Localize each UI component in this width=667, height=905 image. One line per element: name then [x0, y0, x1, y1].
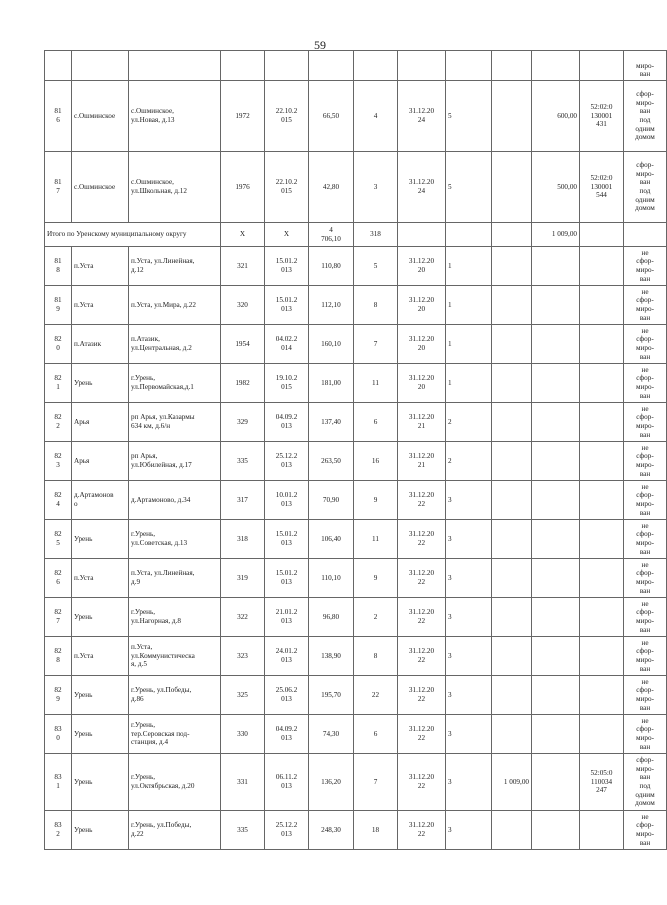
year-cell: 1982 [221, 364, 265, 403]
cost-cell [492, 481, 532, 520]
area-cell: 110,10 [309, 559, 354, 598]
status-cell: сфор- миро- ван под одним домом [624, 152, 667, 223]
table-row [45, 559, 667, 598]
stage-cell: 2 [446, 442, 492, 481]
status-cell: не сфор- миро- ван [624, 247, 667, 286]
status-cell: не сфор- миро- ван [624, 559, 667, 598]
stage-cell: 1 [446, 364, 492, 403]
date-cell: 15.01.2 013 [265, 520, 309, 559]
cadastre-cell [580, 223, 624, 247]
cadastre-cell: 52:02:0 130001 431 [580, 81, 624, 152]
cost-cell [492, 676, 532, 715]
date-cell: 24.01.2 013 [265, 637, 309, 676]
date-cell: 25.12.2 013 [265, 442, 309, 481]
deadline-cell: 31.12.20 22 [398, 520, 446, 559]
cadastre-cell [580, 559, 624, 598]
residents-cell: 9 [354, 559, 398, 598]
year-cell: 321 [221, 247, 265, 286]
sum-cell [532, 364, 580, 403]
residents-cell: 7 [354, 325, 398, 364]
locality-cell: Урень [72, 754, 129, 811]
sum-cell [532, 325, 580, 364]
status-cell: сфор- миро- ван под одним домом [624, 754, 667, 811]
area-cell: 181,00 [309, 364, 354, 403]
table-row [45, 754, 667, 811]
cost-cell [492, 223, 532, 247]
stage-cell: 1 [446, 325, 492, 364]
date-cell: 06.11.2 013 [265, 754, 309, 811]
date-cell: 22.10.2 015 [265, 152, 309, 223]
locality-cell: с.Ошминское [72, 152, 129, 223]
area-cell: 138,90 [309, 637, 354, 676]
residents-cell: 6 [354, 715, 398, 754]
date-cell: 04.09.2 013 [265, 403, 309, 442]
cost-cell [492, 286, 532, 325]
status-cell: не сфор- миро- ван [624, 364, 667, 403]
table-row [45, 637, 667, 676]
stage-cell: 2 [446, 403, 492, 442]
status-cell: не сфор- миро- ван [624, 286, 667, 325]
year-cell: 320 [221, 286, 265, 325]
cadastre-cell: 52:05:0 110034 247 [580, 754, 624, 811]
deadline-cell: 31.12.20 22 [398, 559, 446, 598]
area-cell: 248,30 [309, 811, 354, 850]
table-row [45, 152, 667, 223]
deadline-cell: 31.12.20 21 [398, 403, 446, 442]
sum-cell [532, 520, 580, 559]
area-cell: 70,90 [309, 481, 354, 520]
address-cell: п.Уста, ул.Мира, д.22 [129, 286, 221, 325]
address-cell: г.Урень, ул.Нагорная, д.8 [129, 598, 221, 637]
table-row [45, 598, 667, 637]
status-cell: миро- ван [624, 51, 667, 81]
table-row [45, 81, 667, 152]
locality-cell: д.Артамонов о [72, 481, 129, 520]
cadastre-cell [580, 364, 624, 403]
date-cell: 04.02.2 014 [265, 325, 309, 364]
table-row [45, 481, 667, 520]
sum-cell: 500,00 [532, 152, 580, 223]
cost-cell [492, 364, 532, 403]
row-number-cell: 81 6 [45, 81, 72, 152]
area-cell: 112,10 [309, 286, 354, 325]
year-cell: 335 [221, 811, 265, 850]
sum-cell [532, 286, 580, 325]
deadline-cell: 31.12.20 20 [398, 364, 446, 403]
cost-cell [492, 403, 532, 442]
status-cell: не сфор- миро- ван [624, 811, 667, 850]
table-row [45, 442, 667, 481]
sum-cell [532, 559, 580, 598]
area-cell: 74,30 [309, 715, 354, 754]
year-cell: 331 [221, 754, 265, 811]
cost-cell [492, 811, 532, 850]
address-cell: п.Атазик, ул.Центральная, д.2 [129, 325, 221, 364]
cadastre-cell [580, 811, 624, 850]
locality-cell: Арья [72, 442, 129, 481]
year-cell: 325 [221, 676, 265, 715]
stage-cell [446, 223, 492, 247]
table-row [45, 247, 667, 286]
status-cell: не сфор- миро- ван [624, 637, 667, 676]
cost-cell [492, 715, 532, 754]
table-row [45, 286, 667, 325]
address-cell: г.Урень, ул.Первомайская,д.1 [129, 364, 221, 403]
cost-cell [492, 559, 532, 598]
area-cell: 42,80 [309, 152, 354, 223]
cost-cell [492, 247, 532, 286]
status-cell: не сфор- миро- ван [624, 442, 667, 481]
cadastre-cell [580, 715, 624, 754]
locality-cell: Урень [72, 676, 129, 715]
area-cell: 66,50 [309, 81, 354, 152]
address-cell: с.Ошминское, ул.Школьная, д.12 [129, 152, 221, 223]
sum-cell [532, 481, 580, 520]
row-number-cell: 83 1 [45, 754, 72, 811]
year-cell: 1976 [221, 152, 265, 223]
stage-cell: 3 [446, 559, 492, 598]
total-row [45, 223, 667, 247]
date-cell: 19.10.2 015 [265, 364, 309, 403]
sum-cell [532, 676, 580, 715]
date-cell: 15.01.2 013 [265, 559, 309, 598]
cadastre-cell [580, 442, 624, 481]
address-cell: д.Артамоново, д.34 [129, 481, 221, 520]
sum-cell [532, 598, 580, 637]
deadline-cell: 31.12.20 22 [398, 811, 446, 850]
locality-cell: п.Уста [72, 559, 129, 598]
row-number-cell: 82 9 [45, 676, 72, 715]
deadline-cell: 31.12.20 24 [398, 81, 446, 152]
year-cell: 322 [221, 598, 265, 637]
deadline-cell: 31.12.20 24 [398, 152, 446, 223]
residents-cell: 18 [354, 811, 398, 850]
date-cell: 21.01.2 013 [265, 598, 309, 637]
row-number-cell: 82 0 [45, 325, 72, 364]
address-cell: с.Ошминское, ул.Новая, д.13 [129, 81, 221, 152]
row-number-cell: 82 7 [45, 598, 72, 637]
date-cell: 25.12.2 013 [265, 811, 309, 850]
table-row [45, 715, 667, 754]
year-cell: 1972 [221, 81, 265, 152]
deadline-cell: 31.12.20 22 [398, 598, 446, 637]
locality-cell: Арья [72, 403, 129, 442]
cadastre-cell [580, 676, 624, 715]
date-cell: 15.01.2 013 [265, 286, 309, 325]
cost-cell [492, 81, 532, 152]
year-cell: 329 [221, 403, 265, 442]
stage-cell: 1 [446, 286, 492, 325]
cost-cell: 1 009,00 [492, 754, 532, 811]
stage-cell: 5 [446, 81, 492, 152]
table-row [45, 403, 667, 442]
cadastre-cell [580, 247, 624, 286]
table-row [45, 364, 667, 403]
row-number-cell: 82 4 [45, 481, 72, 520]
row-number-cell: 81 9 [45, 286, 72, 325]
residents-cell: 318 [354, 223, 398, 247]
row-number-cell: 82 1 [45, 364, 72, 403]
residents-cell: 11 [354, 520, 398, 559]
cadastre-cell [580, 637, 624, 676]
locality-cell: п.Уста [72, 247, 129, 286]
residents-cell: 22 [354, 676, 398, 715]
area-cell: 96,80 [309, 598, 354, 637]
cost-cell [492, 325, 532, 364]
table-row [45, 325, 667, 364]
date-cell: 15.01.2 013 [265, 247, 309, 286]
row-number-cell: 82 8 [45, 637, 72, 676]
area-cell: 136,20 [309, 754, 354, 811]
date-cell: 22.10.2 015 [265, 81, 309, 152]
address-cell: г.Урень, ул.Победы, д.22 [129, 811, 221, 850]
cadastre-cell [580, 520, 624, 559]
sum-cell [532, 442, 580, 481]
stage-cell: 3 [446, 637, 492, 676]
sum-cell [532, 247, 580, 286]
year-cell: 323 [221, 637, 265, 676]
cost-cell [492, 152, 532, 223]
cadastre-cell [580, 481, 624, 520]
address-cell: рп Арья, ул.Юбилейная, д.17 [129, 442, 221, 481]
deadline-cell: 31.12.20 22 [398, 715, 446, 754]
date-cell: Х [265, 223, 309, 247]
status-cell: не сфор- миро- ван [624, 520, 667, 559]
continuation-row [45, 51, 667, 81]
year-cell: Х [221, 223, 265, 247]
deadline-cell: 31.12.20 20 [398, 247, 446, 286]
address-cell: п.Уста, ул.Линейная, д.9 [129, 559, 221, 598]
register-table [44, 50, 667, 850]
cadastre-cell: 52:02:0 130001 544 [580, 152, 624, 223]
cost-cell [492, 520, 532, 559]
address-cell: рп Арья, ул.Казармы 634 км, д.6/н [129, 403, 221, 442]
year-cell: 330 [221, 715, 265, 754]
residents-cell: 8 [354, 286, 398, 325]
cadastre-cell [580, 403, 624, 442]
stage-cell: 3 [446, 754, 492, 811]
stage-cell: 3 [446, 811, 492, 850]
residents-cell: 4 [354, 81, 398, 152]
stage-cell: 3 [446, 676, 492, 715]
area-cell: 106,40 [309, 520, 354, 559]
table-row [45, 811, 667, 850]
cost-cell [492, 442, 532, 481]
locality-cell: п.Уста [72, 637, 129, 676]
status-cell [624, 223, 667, 247]
deadline-cell [398, 223, 446, 247]
year-cell: 1954 [221, 325, 265, 364]
residents-cell: 7 [354, 754, 398, 811]
row-number-cell: 82 3 [45, 442, 72, 481]
address-cell: п.Уста, ул.Линейная, д.12 [129, 247, 221, 286]
row-number-cell: 82 6 [45, 559, 72, 598]
status-cell: не сфор- миро- ван [624, 715, 667, 754]
year-cell: 318 [221, 520, 265, 559]
year-cell: 317 [221, 481, 265, 520]
row-number-cell: 82 5 [45, 520, 72, 559]
area-cell: 137,40 [309, 403, 354, 442]
sum-cell [532, 715, 580, 754]
stage-cell: 5 [446, 152, 492, 223]
row-number-cell: 83 2 [45, 811, 72, 850]
area-cell: 110,80 [309, 247, 354, 286]
locality-cell: Урень [72, 520, 129, 559]
status-cell: не сфор- миро- ван [624, 676, 667, 715]
deadline-cell: 31.12.20 22 [398, 637, 446, 676]
row-number-cell: 81 8 [45, 247, 72, 286]
locality-cell: Урень [72, 811, 129, 850]
address-cell: г.Урень, ул.Победы, д.86 [129, 676, 221, 715]
year-cell: 335 [221, 442, 265, 481]
sum-cell: 600,00 [532, 81, 580, 152]
cost-cell [492, 637, 532, 676]
date-cell: 10.01.2 013 [265, 481, 309, 520]
stage-cell: 3 [446, 598, 492, 637]
date-cell: 25.06.2 013 [265, 676, 309, 715]
area-cell: 4 706,10 [309, 223, 354, 247]
residents-cell: 6 [354, 403, 398, 442]
address-cell: г.Урень, тер.Серовская под- станция, д.4 [129, 715, 221, 754]
sum-cell [532, 811, 580, 850]
stage-cell: 3 [446, 481, 492, 520]
residents-cell: 5 [354, 247, 398, 286]
locality-cell: с.Ошминское [72, 81, 129, 152]
locality-cell: п.Атазик [72, 325, 129, 364]
residents-cell: 9 [354, 481, 398, 520]
year-cell: 319 [221, 559, 265, 598]
area-cell: 160,10 [309, 325, 354, 364]
cadastre-cell [580, 325, 624, 364]
deadline-cell: 31.12.20 22 [398, 481, 446, 520]
date-cell: 04.09.2 013 [265, 715, 309, 754]
address-cell: п.Уста, ул.Коммунистическа я, д.5 [129, 637, 221, 676]
page-number: 59 [314, 38, 326, 52]
sum-cell: 1 009,00 [532, 223, 580, 247]
cadastre-cell [580, 286, 624, 325]
address-cell: г.Урень, ул.Советская, д.13 [129, 520, 221, 559]
cadastre-cell [580, 598, 624, 637]
row-number-cell: 81 7 [45, 152, 72, 223]
deadline-cell: 31.12.20 22 [398, 754, 446, 811]
status-cell: не сфор- миро- ван [624, 598, 667, 637]
residents-cell: 3 [354, 152, 398, 223]
row-number-cell: 83 0 [45, 715, 72, 754]
stage-cell: 3 [446, 520, 492, 559]
table-row [45, 520, 667, 559]
deadline-cell: 31.12.20 21 [398, 442, 446, 481]
area-cell: 263,50 [309, 442, 354, 481]
residents-cell: 11 [354, 364, 398, 403]
cost-cell [492, 598, 532, 637]
stage-cell: 3 [446, 715, 492, 754]
deadline-cell: 31.12.20 20 [398, 286, 446, 325]
residents-cell: 16 [354, 442, 398, 481]
sum-cell [532, 754, 580, 811]
sum-cell [532, 403, 580, 442]
area-cell: 195,70 [309, 676, 354, 715]
stage-cell: 1 [446, 247, 492, 286]
residents-cell: 8 [354, 637, 398, 676]
table-row [45, 676, 667, 715]
total-label-cell: Итого по Уренскому муниципальному округу [45, 223, 221, 247]
locality-cell: Урень [72, 364, 129, 403]
locality-cell: Урень [72, 715, 129, 754]
row-number-cell: 82 2 [45, 403, 72, 442]
sum-cell [532, 637, 580, 676]
locality-cell: Урень [72, 598, 129, 637]
deadline-cell: 31.12.20 20 [398, 325, 446, 364]
status-cell: не сфор- миро- ван [624, 325, 667, 364]
status-cell: не сфор- миро- ван [624, 403, 667, 442]
deadline-cell: 31.12.20 22 [398, 676, 446, 715]
status-cell: не сфор- миро- ван [624, 481, 667, 520]
locality-cell: п.Уста [72, 286, 129, 325]
address-cell: г.Урень, ул.Октябрьская, д.20 [129, 754, 221, 811]
residents-cell: 2 [354, 598, 398, 637]
status-cell: сфор- миро- ван под одним домом [624, 81, 667, 152]
